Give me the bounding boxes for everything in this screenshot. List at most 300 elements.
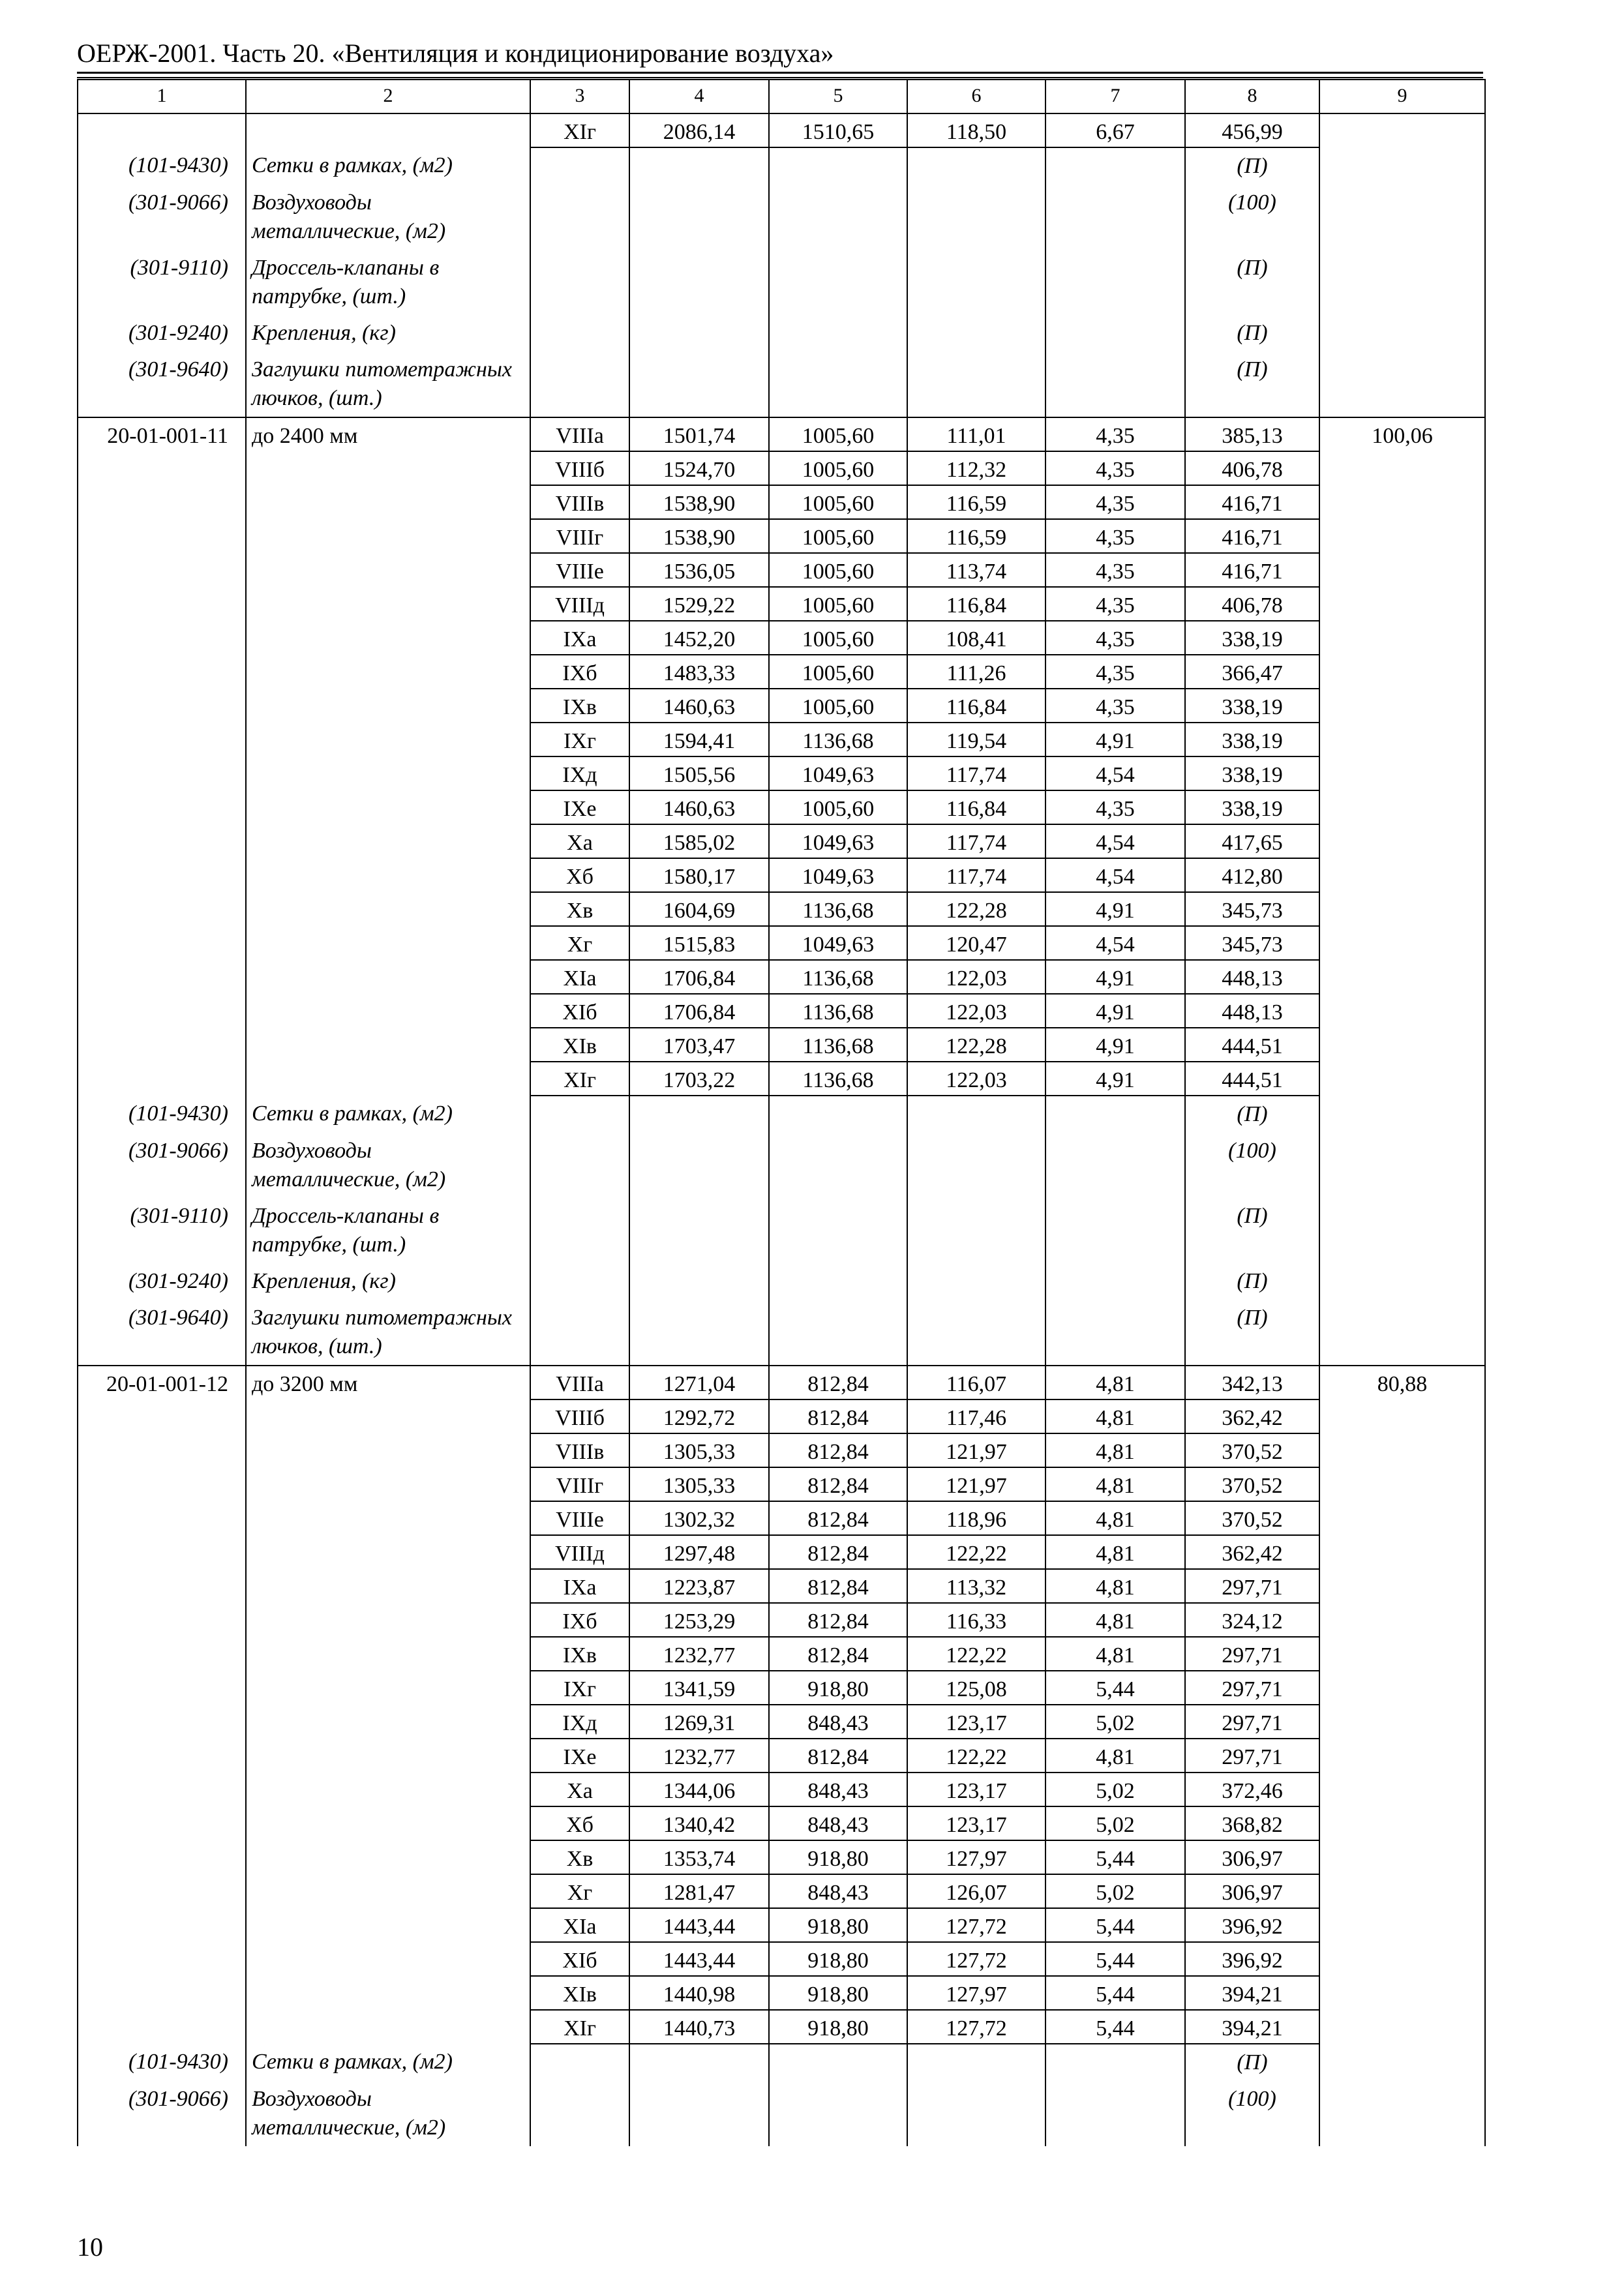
cell-col-1: (301-9640) <box>78 1300 246 1366</box>
empty-cell <box>246 553 530 587</box>
cell-col-5: 812,84 <box>769 1637 907 1671</box>
cell-col-3: ХIг <box>530 2010 629 2044</box>
empty-cell <box>246 1433 530 1467</box>
empty-cell <box>1319 1399 1485 1433</box>
empty-cell <box>1319 1198 1485 1263</box>
cell-col-8: (П) <box>1185 1096 1319 1133</box>
header-rule <box>77 72 1483 74</box>
cell-col-4: 1703,22 <box>629 1062 769 1096</box>
cell-col-4: 1297,48 <box>629 1535 769 1569</box>
table-row <box>78 1399 1485 1433</box>
empty-cell <box>78 1739 246 1773</box>
cell-col-6: 122,03 <box>907 960 1045 994</box>
cell-col-6: 117,46 <box>907 1399 1045 1433</box>
table-row <box>78 1806 1485 1840</box>
cell-col-8: (100) <box>1185 185 1319 250</box>
column-number: 4 <box>629 80 769 113</box>
cell-col-6: 111,26 <box>907 655 1045 689</box>
cell-col-6: 123,17 <box>907 1806 1045 1840</box>
cell-col-3: VIIIб <box>530 451 629 485</box>
empty-cell <box>1319 994 1485 1028</box>
empty-cell <box>1045 315 1185 352</box>
empty-cell <box>1319 960 1485 994</box>
cell-col-8: 368,82 <box>1185 1806 1319 1840</box>
cell-col-8: 448,13 <box>1185 960 1319 994</box>
cell-col-7: 5,44 <box>1045 1976 1185 2010</box>
resource-row <box>78 147 1485 185</box>
cell-col-4: 1253,29 <box>629 1603 769 1637</box>
empty-cell <box>1319 1739 1485 1773</box>
cell-col-2: до 2400 мм <box>246 417 530 451</box>
empty-cell <box>1045 1263 1185 1300</box>
cell-col-6: 119,54 <box>907 723 1045 756</box>
table-row <box>78 723 1485 756</box>
cell-col-9: 80,88 <box>1319 1366 1485 1399</box>
empty-cell <box>629 2081 769 2146</box>
cell-col-8: 345,73 <box>1185 926 1319 960</box>
cell-col-1: (301-9240) <box>78 315 246 352</box>
cell-col-7: 4,91 <box>1045 1062 1185 1096</box>
empty-cell <box>907 352 1045 417</box>
table-row <box>78 621 1485 655</box>
empty-cell <box>1319 519 1485 553</box>
empty-cell <box>1319 315 1485 352</box>
column-number: 3 <box>530 80 629 113</box>
cell-col-3: VIIIа <box>530 417 629 451</box>
empty-cell <box>1319 1942 1485 1976</box>
cell-col-7: 4,81 <box>1045 1603 1185 1637</box>
empty-cell <box>1319 553 1485 587</box>
cell-col-5: 1136,68 <box>769 1028 907 1062</box>
empty-cell <box>1319 250 1485 315</box>
cell-col-8: (100) <box>1185 1133 1319 1198</box>
cell-col-4: 1501,74 <box>629 417 769 451</box>
empty-cell <box>246 994 530 1028</box>
empty-cell <box>629 250 769 315</box>
cell-col-6: 122,03 <box>907 994 1045 1028</box>
empty-cell <box>78 994 246 1028</box>
cell-col-3: ХIб <box>530 1942 629 1976</box>
empty-cell <box>1045 1300 1185 1366</box>
empty-cell <box>246 1501 530 1535</box>
cell-col-8: 342,13 <box>1185 1366 1319 1399</box>
cell-col-5: 1049,63 <box>769 824 907 858</box>
cell-col-1: 20-01-001-12 <box>78 1366 246 1399</box>
empty-cell <box>1045 1096 1185 1133</box>
empty-cell <box>246 113 530 147</box>
cell-col-6: 122,22 <box>907 1739 1045 1773</box>
cell-col-8: 448,13 <box>1185 994 1319 1028</box>
cell-col-4: 2086,14 <box>629 113 769 147</box>
cell-col-6: 113,74 <box>907 553 1045 587</box>
cell-col-6: 116,84 <box>907 790 1045 824</box>
cell-col-8: 338,19 <box>1185 756 1319 790</box>
cell-col-6: 117,74 <box>907 824 1045 858</box>
cell-col-2: Воздуховоды металлические, (м2) <box>246 2081 530 2146</box>
empty-cell <box>907 250 1045 315</box>
empty-cell <box>246 723 530 756</box>
cell-col-7: 4,35 <box>1045 519 1185 553</box>
table-row <box>78 451 1485 485</box>
empty-cell <box>629 2044 769 2081</box>
cell-col-4: 1232,77 <box>629 1637 769 1671</box>
empty-cell <box>246 451 530 485</box>
empty-cell <box>246 790 530 824</box>
empty-cell <box>1319 824 1485 858</box>
empty-cell <box>1319 587 1485 621</box>
table-row <box>78 1603 1485 1637</box>
empty-cell <box>246 1874 530 1908</box>
empty-cell <box>769 2081 907 2146</box>
table-row <box>78 2010 1485 2044</box>
cell-col-3: VIIIб <box>530 1399 629 1433</box>
empty-cell <box>246 756 530 790</box>
cell-col-4: 1443,44 <box>629 1908 769 1942</box>
cell-col-2: Сетки в рамках, (м2) <box>246 2044 530 2081</box>
cell-col-7: 5,02 <box>1045 1806 1185 1840</box>
cell-col-4: 1529,22 <box>629 587 769 621</box>
empty-cell <box>1319 1840 1485 1874</box>
empty-cell <box>769 1096 907 1133</box>
cell-col-5: 812,84 <box>769 1366 907 1399</box>
empty-cell <box>78 1705 246 1739</box>
cell-col-6: 127,97 <box>907 1976 1045 2010</box>
empty-cell <box>769 250 907 315</box>
empty-cell <box>246 1467 530 1501</box>
empty-cell <box>769 315 907 352</box>
cell-col-8: 297,71 <box>1185 1671 1319 1705</box>
cell-col-5: 1049,63 <box>769 858 907 892</box>
empty-cell <box>1045 147 1185 185</box>
cell-col-7: 4,81 <box>1045 1739 1185 1773</box>
cell-col-8: (100) <box>1185 2081 1319 2146</box>
empty-cell <box>530 1263 629 1300</box>
cell-col-6: 117,74 <box>907 858 1045 892</box>
cell-col-3: Хг <box>530 926 629 960</box>
empty-cell <box>629 1096 769 1133</box>
cell-col-7: 4,54 <box>1045 824 1185 858</box>
table-row <box>78 1671 1485 1705</box>
cell-col-8: 297,71 <box>1185 1569 1319 1603</box>
empty-cell <box>246 621 530 655</box>
cell-col-5: 812,84 <box>769 1399 907 1433</box>
cell-col-5: 848,43 <box>769 1773 907 1806</box>
empty-cell <box>1319 1637 1485 1671</box>
cell-col-3: ХIб <box>530 994 629 1028</box>
empty-cell <box>1319 1806 1485 1840</box>
cell-col-4: 1524,70 <box>629 451 769 485</box>
cell-col-1: (301-9066) <box>78 1133 246 1198</box>
cell-col-7: 5,02 <box>1045 1705 1185 1739</box>
cell-col-3: ХIв <box>530 1028 629 1062</box>
cell-col-7: 5,44 <box>1045 1840 1185 1874</box>
cell-col-5: 848,43 <box>769 1806 907 1840</box>
empty-cell <box>530 2044 629 2081</box>
cell-col-3: Хв <box>530 1840 629 1874</box>
empty-cell <box>78 892 246 926</box>
empty-cell <box>246 926 530 960</box>
cell-col-4: 1353,74 <box>629 1840 769 1874</box>
cell-col-7: 4,81 <box>1045 1399 1185 1433</box>
empty-cell <box>78 1501 246 1535</box>
empty-cell <box>907 1133 1045 1198</box>
cell-col-7: 4,81 <box>1045 1433 1185 1467</box>
empty-cell <box>78 519 246 553</box>
cell-col-8: 416,71 <box>1185 519 1319 553</box>
header-rule-thin <box>77 77 1483 78</box>
cell-col-1: (101-9430) <box>78 147 246 185</box>
cell-col-7: 5,02 <box>1045 1773 1185 1806</box>
cell-col-8: 370,52 <box>1185 1433 1319 1467</box>
empty-cell <box>1319 2081 1485 2146</box>
cell-col-4: 1505,56 <box>629 756 769 790</box>
empty-cell <box>246 1062 530 1096</box>
cell-col-4: 1302,32 <box>629 1501 769 1535</box>
cell-col-4: 1706,84 <box>629 960 769 994</box>
cell-col-7: 4,91 <box>1045 960 1185 994</box>
empty-cell <box>629 1133 769 1198</box>
empty-cell <box>530 1133 629 1198</box>
empty-cell <box>78 689 246 723</box>
cell-col-6: 122,22 <box>907 1535 1045 1569</box>
table-row <box>78 1874 1485 1908</box>
cell-col-5: 848,43 <box>769 1705 907 1739</box>
cell-col-6: 127,72 <box>907 1908 1045 1942</box>
empty-cell <box>246 1399 530 1433</box>
empty-cell <box>1045 1133 1185 1198</box>
empty-cell <box>1319 1671 1485 1705</box>
empty-cell <box>1319 2010 1485 2044</box>
cell-col-2: Сетки в рамках, (м2) <box>246 147 530 185</box>
empty-cell <box>78 655 246 689</box>
cell-col-8: 345,73 <box>1185 892 1319 926</box>
empty-cell <box>769 147 907 185</box>
cell-col-7: 4,91 <box>1045 892 1185 926</box>
page-number: 10 <box>77 2232 103 2262</box>
cell-col-4: 1604,69 <box>629 892 769 926</box>
cell-col-8: (П) <box>1185 1263 1319 1300</box>
empty-cell <box>246 655 530 689</box>
cell-col-3: Хв <box>530 892 629 926</box>
empty-cell <box>1319 185 1485 250</box>
cell-col-5: 1005,60 <box>769 790 907 824</box>
cell-col-6: 123,17 <box>907 1705 1045 1739</box>
cell-col-8: 394,21 <box>1185 2010 1319 2044</box>
table-row <box>78 858 1485 892</box>
cell-col-8: 385,13 <box>1185 417 1319 451</box>
cell-col-2: Дроссель-клапаны в патрубке, (шт.) <box>246 1198 530 1263</box>
cell-col-7: 4,35 <box>1045 621 1185 655</box>
cell-col-8: (П) <box>1185 1198 1319 1263</box>
empty-cell <box>629 1300 769 1366</box>
cell-col-8: 366,47 <box>1185 655 1319 689</box>
empty-cell <box>907 1263 1045 1300</box>
empty-cell <box>78 824 246 858</box>
cell-col-4: 1452,20 <box>629 621 769 655</box>
table-row <box>78 1501 1485 1535</box>
cell-col-8: 362,42 <box>1185 1399 1319 1433</box>
cell-col-5: 812,84 <box>769 1739 907 1773</box>
empty-cell <box>246 1976 530 2010</box>
cell-col-4: 1594,41 <box>629 723 769 756</box>
empty-cell <box>1319 1263 1485 1300</box>
empty-cell <box>1319 352 1485 417</box>
column-number-row <box>78 80 1485 113</box>
cell-col-8: 417,65 <box>1185 824 1319 858</box>
cell-col-8: 338,19 <box>1185 689 1319 723</box>
table-row <box>78 1773 1485 1806</box>
empty-cell <box>78 756 246 790</box>
cell-col-4: 1232,77 <box>629 1739 769 1773</box>
cell-col-5: 1005,60 <box>769 485 907 519</box>
cell-col-6: 116,84 <box>907 587 1045 621</box>
cell-col-8: 297,71 <box>1185 1705 1319 1739</box>
cell-col-6: 126,07 <box>907 1874 1045 1908</box>
table-row <box>78 519 1485 553</box>
cell-col-6: 116,33 <box>907 1603 1045 1637</box>
empty-cell <box>629 1198 769 1263</box>
cell-col-4: 1585,02 <box>629 824 769 858</box>
cell-col-8: (П) <box>1185 2044 1319 2081</box>
cell-col-8: 412,80 <box>1185 858 1319 892</box>
cell-col-6: 122,03 <box>907 1062 1045 1096</box>
cell-col-2: Крепления, (кг) <box>246 315 530 352</box>
empty-cell <box>78 1942 246 1976</box>
cell-col-7: 4,35 <box>1045 689 1185 723</box>
empty-cell <box>530 315 629 352</box>
cell-col-4: 1703,47 <box>629 1028 769 1062</box>
table-row <box>78 1908 1485 1942</box>
cell-col-3: Ха <box>530 824 629 858</box>
cell-col-3: ХIв <box>530 1976 629 2010</box>
cell-col-7: 4,35 <box>1045 553 1185 587</box>
empty-cell <box>1319 892 1485 926</box>
empty-cell <box>1319 2044 1485 2081</box>
cell-col-7: 4,35 <box>1045 655 1185 689</box>
table-row <box>78 113 1485 147</box>
empty-cell <box>769 2044 907 2081</box>
cell-col-8: 372,46 <box>1185 1773 1319 1806</box>
cell-col-6: 118,50 <box>907 113 1045 147</box>
table-row <box>78 1062 1485 1096</box>
cell-col-5: 918,80 <box>769 1840 907 1874</box>
cell-col-5: 1005,60 <box>769 519 907 553</box>
cell-col-7: 4,81 <box>1045 1637 1185 1671</box>
table-row <box>78 1942 1485 1976</box>
empty-cell <box>1319 1773 1485 1806</box>
cell-col-5: 1005,60 <box>769 689 907 723</box>
empty-cell <box>530 1198 629 1263</box>
empty-cell <box>246 2010 530 2044</box>
cell-col-2: Сетки в рамках, (м2) <box>246 1096 530 1133</box>
resource-row <box>78 1198 1485 1263</box>
cell-col-1: (301-9066) <box>78 2081 246 2146</box>
empty-cell <box>1319 1603 1485 1637</box>
cell-col-4: 1305,33 <box>629 1433 769 1467</box>
table-row <box>78 790 1485 824</box>
cell-col-1: (101-9430) <box>78 2044 246 2081</box>
empty-cell <box>629 185 769 250</box>
cell-col-3: Хб <box>530 858 629 892</box>
empty-cell <box>1319 113 1485 147</box>
cell-col-5: 812,84 <box>769 1535 907 1569</box>
empty-cell <box>78 1603 246 1637</box>
cell-col-7: 4,81 <box>1045 1467 1185 1501</box>
cell-col-7: 4,81 <box>1045 1569 1185 1603</box>
table-row <box>78 1976 1485 2010</box>
cell-col-4: 1483,33 <box>629 655 769 689</box>
cell-col-7: 4,91 <box>1045 994 1185 1028</box>
table-body <box>78 80 1485 2146</box>
cell-col-3: Хб <box>530 1806 629 1840</box>
cell-col-6: 127,72 <box>907 1942 1045 1976</box>
cell-col-3: IХб <box>530 1603 629 1637</box>
cell-col-4: 1443,44 <box>629 1942 769 1976</box>
empty-cell <box>1319 790 1485 824</box>
cell-col-5: 812,84 <box>769 1433 907 1467</box>
cell-col-8: 394,21 <box>1185 1976 1319 2010</box>
empty-cell <box>246 1603 530 1637</box>
cell-col-1: (301-9240) <box>78 1263 246 1300</box>
cell-col-3: IХа <box>530 621 629 655</box>
empty-cell <box>629 352 769 417</box>
cell-col-4: 1538,90 <box>629 485 769 519</box>
cell-col-3: IХг <box>530 723 629 756</box>
empty-cell <box>1319 1705 1485 1739</box>
cell-col-8: 456,99 <box>1185 113 1319 147</box>
empty-cell <box>1319 858 1485 892</box>
cell-col-5: 848,43 <box>769 1874 907 1908</box>
table-row <box>78 1433 1485 1467</box>
cell-col-5: 1136,68 <box>769 892 907 926</box>
cell-col-1: (301-9110) <box>78 1198 246 1263</box>
cell-col-3: VIIIв <box>530 485 629 519</box>
empty-cell <box>1319 1976 1485 2010</box>
empty-cell <box>907 315 1045 352</box>
cell-col-5: 812,84 <box>769 1569 907 1603</box>
page-header: ОЕРЖ-2001. Часть 20. «Вентиляция и кондиционирование воздуха» <box>77 38 834 68</box>
empty-cell <box>1045 1198 1185 1263</box>
cell-col-6: 112,32 <box>907 451 1045 485</box>
column-number: 7 <box>1045 80 1185 113</box>
empty-cell <box>1319 1874 1485 1908</box>
empty-cell <box>246 1908 530 1942</box>
cell-col-4: 1440,73 <box>629 2010 769 2044</box>
empty-cell <box>530 1096 629 1133</box>
cell-col-2: Крепления, (кг) <box>246 1263 530 1300</box>
table-row <box>78 960 1485 994</box>
cell-col-5: 1005,60 <box>769 417 907 451</box>
cell-col-8: (П) <box>1185 315 1319 352</box>
cell-col-6: 116,59 <box>907 519 1045 553</box>
empty-cell <box>629 147 769 185</box>
empty-cell <box>907 1300 1045 1366</box>
column-number: 8 <box>1185 80 1319 113</box>
cell-col-3: IХд <box>530 1705 629 1739</box>
empty-cell <box>1319 655 1485 689</box>
resource-row <box>78 1300 1485 1366</box>
table-row <box>78 756 1485 790</box>
cell-col-4: 1340,42 <box>629 1806 769 1840</box>
empty-cell <box>907 2081 1045 2146</box>
cell-col-7: 5,44 <box>1045 1942 1185 1976</box>
cell-col-3: IХд <box>530 756 629 790</box>
empty-cell <box>1319 1535 1485 1569</box>
cell-col-8: 324,12 <box>1185 1603 1319 1637</box>
resource-row <box>78 2044 1485 2081</box>
cell-col-8: 444,51 <box>1185 1062 1319 1096</box>
empty-cell <box>246 1637 530 1671</box>
